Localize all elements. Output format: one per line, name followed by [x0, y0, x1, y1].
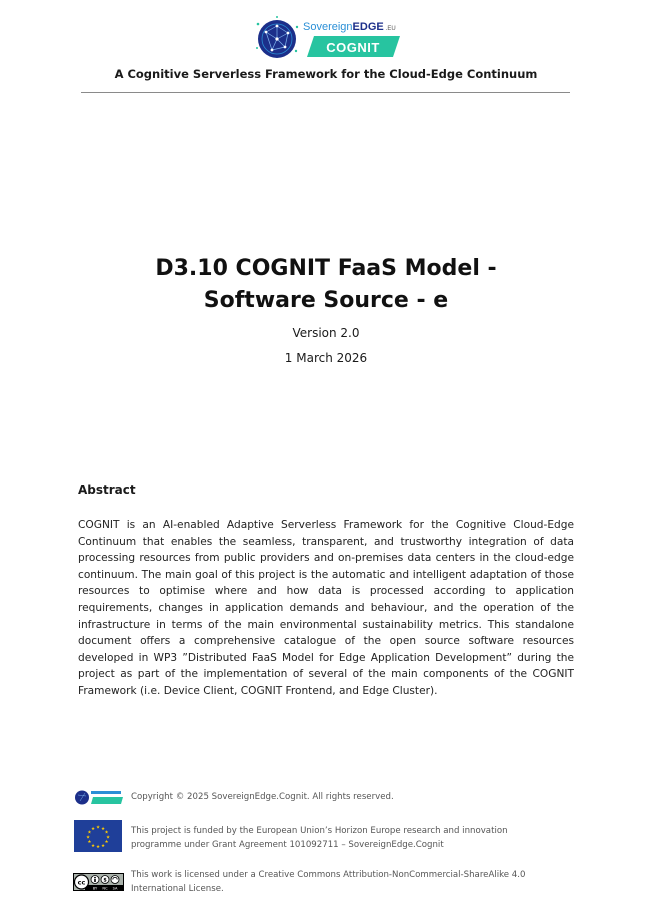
svg-text:★: ★: [90, 826, 96, 832]
abstract-heading: Abstract: [78, 483, 136, 497]
funding-text: [131, 824, 571, 852]
eu-flag: [74, 820, 122, 852]
svg-text:★: ★: [104, 840, 109, 846]
funding-line-2: programme under Grant Agreement 101092711 – SovereignEdge.Cognit: [131, 840, 444, 850]
tagline: A Cognitive Serverless Framework for the Cloud-Edge Continuum: [114, 67, 538, 81]
small-cognit-logo: [74, 789, 124, 806]
logo-brand-text: SovereignEDGE .EU: [303, 21, 396, 33]
title-line-1: D3.10 COGNIT FaaS Model -: [155, 256, 497, 281]
copyright-text: Copyright © 2025 SovereignEdge.Cognit. All rights reserved.: [131, 792, 394, 802]
svg-text:★: ★: [95, 845, 101, 851]
logo-graphic: [252, 14, 404, 64]
cc-badge-graphic: [73, 873, 124, 891]
eu-flag-graphic: [74, 820, 122, 852]
sovereignedge-cognit-logo: [252, 14, 404, 64]
svg-text:$: $: [103, 878, 107, 884]
license-text: [131, 868, 571, 896]
license-line-1: This work is licensed under a Creative Commons Attribution-NonCommercial-ShareAlike 4.0: [131, 870, 526, 880]
version-label: Version 2.0: [292, 326, 360, 340]
cc-by-nc-sa-badge[interactable]: [73, 873, 124, 891]
header-divider: [81, 92, 570, 93]
document-title: [0, 253, 652, 317]
svg-text:★: ★: [95, 825, 101, 831]
svg-text:★: ★: [85, 835, 91, 841]
funding-line-1: This project is funded by the European Union’s Horizon Europe research and innovation: [131, 826, 508, 836]
svg-text:★: ★: [105, 835, 111, 841]
title-line-2: Software Source - e: [203, 288, 449, 313]
svg-text:★: ★: [87, 830, 92, 836]
svg-text:★: ★: [90, 843, 96, 849]
date-label: 1 March 2026: [284, 351, 368, 365]
svg-text:★: ★: [87, 840, 92, 846]
svg-text:NC: NC: [102, 886, 108, 891]
svg-text:BY: BY: [92, 886, 98, 891]
svg-text:★: ★: [100, 826, 106, 832]
abstract-body: COGNIT is an AI-enabled Adaptive Serverless Framework for the Cognitive Cloud-Edge Continuum that enables the seamless, transparent, and trustworthy integration of data processing resources from public providers and on-premises data centers in the cloud-edge continuum. The main goal of this project is the automatic and intelligent adaptation of those resources to optimise where and how data is processed according to application requirements, changes in application demands and behaviour, and the operation of the infrastructure in terms of the main environmental sustainability metrics. This standalone document offers a comprehensive catalogue of the open source software resources developed in WP3 ”Distributed FaaS Model for Edge Application Development” during the project as part of the implementation of several of the main components of the COGNIT Framework (i.e. Device Client, COGNIT Frontend, and Edge Cluster).: [78, 519, 574, 697]
svg-text:cc: cc: [77, 878, 86, 887]
license-line-2: International License.: [131, 884, 224, 894]
logo-product-text: COGNIT: [326, 40, 380, 55]
svg-text:★: ★: [104, 830, 109, 836]
svg-text:★: ★: [100, 843, 106, 849]
small-logo-graphic: [74, 789, 124, 806]
svg-text:SA: SA: [112, 886, 118, 891]
